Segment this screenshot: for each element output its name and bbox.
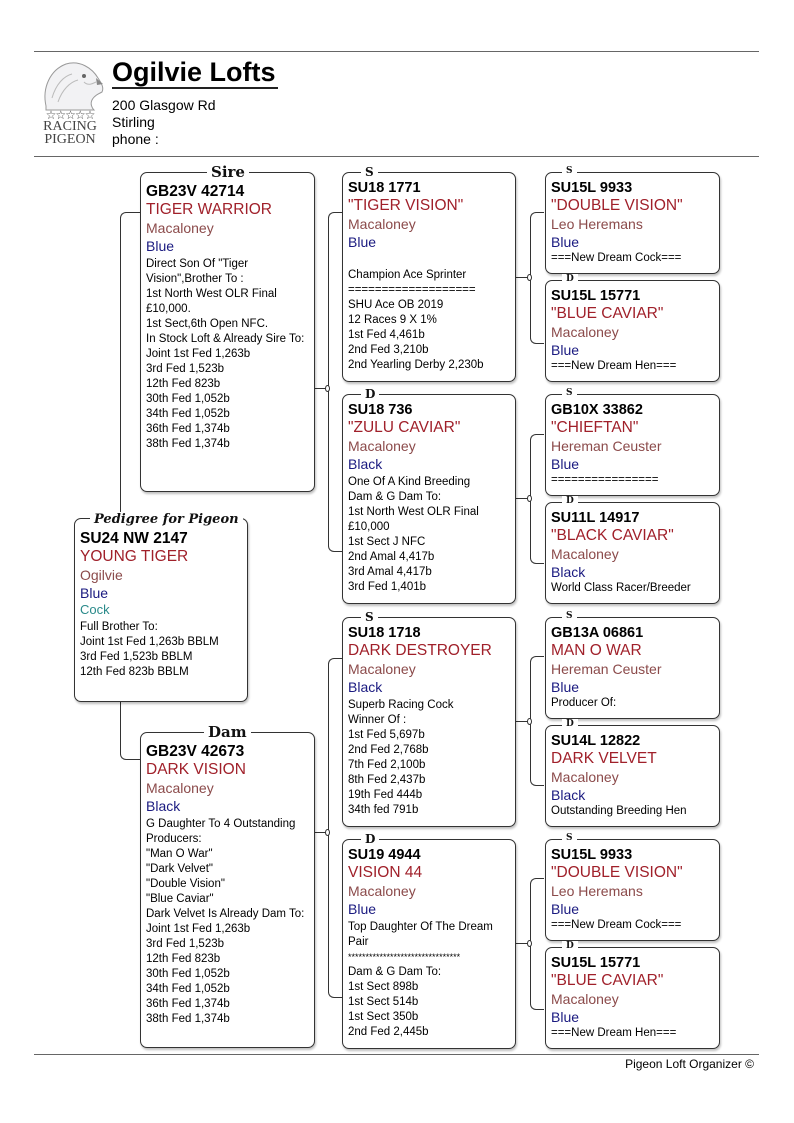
connector-sire <box>328 212 342 552</box>
connector-sd <box>530 434 544 564</box>
pigeon-card-sire-dam[interactable] <box>342 394 516 604</box>
note-line: 2nd Yearling Derby 2,230b <box>348 359 484 371</box>
note-line: Joint 1st Fed 1,263b <box>146 923 251 935</box>
pigeon-color: Blue <box>551 901 580 917</box>
pigeon-owner: Macaloney <box>551 546 619 562</box>
note-line: 1st Sect 350b <box>348 1011 419 1023</box>
phone-label: phone : <box>112 131 159 147</box>
note-line: 36th Fed 1,374b <box>146 423 230 435</box>
note-line: Vision",Brother To : <box>146 273 244 285</box>
ring-number: GB13A 06861 <box>551 625 644 641</box>
note-line: One Of A Kind Breeding <box>348 476 471 488</box>
pigeon-notes <box>551 473 714 488</box>
sds-label: S <box>562 388 577 398</box>
sire-sire-label: S <box>361 164 378 180</box>
note-line: 12th Fed 823b BBLM <box>80 666 189 678</box>
ring-number: SU18 1718 <box>348 625 421 641</box>
pigeon-name: DARK VISION <box>146 761 246 778</box>
pigeon-name: "BLACK CAVIAR" <box>551 527 674 544</box>
sdd-label: D <box>562 496 578 506</box>
note-line: 30th Fed 1,052b <box>146 393 230 405</box>
pigeon-card-ddd[interactable] <box>545 947 720 1049</box>
ring-number: GB10X 33862 <box>551 402 643 418</box>
note-line: Dark Velvet Is Already Dam To: <box>146 908 305 920</box>
pigeon-color: Black <box>348 456 383 472</box>
pigeon-color: Blue <box>551 679 580 695</box>
note-line: 1st Sect,6th Open NFC. <box>146 318 269 330</box>
note-line: 12th Fed 823b <box>146 378 221 390</box>
note-line: Joint 1st Fed 1,263b BBLM <box>80 636 219 648</box>
pigeon-owner: Macaloney <box>551 324 619 340</box>
pigeon-name: "TIGER VISION" <box>348 197 464 214</box>
note-line: "Dark Velvet" <box>146 863 213 875</box>
pigeon-owner: Leo Heremans <box>551 216 643 232</box>
pigeon-name: YOUNG TIGER <box>80 548 189 565</box>
pigeon-card-dam[interactable] <box>140 732 315 1048</box>
pigeon-card-dam-sire[interactable] <box>342 617 516 827</box>
note-line: Outstanding Breeding Hen <box>551 805 687 817</box>
footer-rule <box>34 1054 759 1055</box>
pigeon-card-dam-dam[interactable] <box>342 839 516 1049</box>
pigeon-card-sire[interactable] <box>140 172 315 492</box>
pigeon-owner: Hereman Ceuster <box>551 438 662 454</box>
note-line: Top Daughter Of The Dream <box>348 921 493 933</box>
pigeon-color: Blue <box>551 1009 580 1025</box>
note-line: 1st Fed 4,461b <box>348 329 425 341</box>
pigeon-owner: Macaloney <box>348 216 416 232</box>
pigeon-color: Blue <box>551 234 580 250</box>
note-line: 12 Races 9 X 1% <box>348 314 437 326</box>
note-line: ================ <box>551 474 659 486</box>
dss-label: S <box>562 611 577 621</box>
connector-knot <box>527 274 532 281</box>
pigeon-card-dsd[interactable] <box>545 725 720 827</box>
address-line2: Stirling <box>112 114 155 130</box>
note-line: 38th Fed 1,374b <box>146 438 230 450</box>
note-line: Direct Son Of "Tiger <box>146 258 249 270</box>
note-line: 38th Fed 1,374b <box>146 1013 230 1025</box>
pigeon-card-ssd[interactable] <box>545 280 720 382</box>
connector-knot <box>325 385 330 392</box>
note-line: ===New Dream Cock=== <box>551 919 682 931</box>
note-line: Champion Ace Sprinter <box>348 269 467 281</box>
pigeon-notes <box>348 698 510 818</box>
note-line: SHU Ace OB 2019 <box>348 299 444 311</box>
subject-label: Pedigree for Pigeon <box>90 512 243 528</box>
pigeon-color: Black <box>551 787 586 803</box>
pigeon-notes <box>348 920 510 1040</box>
pigeon-name: MAN O WAR <box>551 642 642 659</box>
pigeon-owner: Macaloney <box>146 780 214 796</box>
note-line: Dam & G Dam To: <box>348 966 442 978</box>
note-line: 1st North West OLR Final <box>146 288 277 300</box>
sss-label: S <box>562 166 577 176</box>
ring-number: SU24 NW 2147 <box>80 530 188 547</box>
note-line: =================== <box>348 284 476 296</box>
note-line: 36th Fed 1,374b <box>146 998 230 1010</box>
note-line: 1st Sect 514b <box>348 996 419 1008</box>
note-line: World Class Racer/Breeder <box>551 582 691 594</box>
header-rule <box>34 156 759 157</box>
note-line: 3rd Fed 1,523b BBLM <box>80 651 193 663</box>
logo-stars: ☆☆☆☆☆ <box>45 108 95 122</box>
connector-knot <box>527 495 532 502</box>
pigeon-card-sdd[interactable] <box>545 502 720 604</box>
pigeon-notes <box>348 475 510 595</box>
pigeon-notes <box>551 1026 714 1041</box>
note-line: 30th Fed 1,052b <box>146 968 230 980</box>
ring-number: SU15L 15771 <box>551 288 641 304</box>
note-line: "Man O War" <box>146 848 213 860</box>
note-line: 34th fed 791b <box>348 804 419 816</box>
pigeon-owner: Hereman Ceuster <box>551 661 662 677</box>
note-line: In Stock Loft & Already Sire To: <box>146 333 305 345</box>
pigeon-notes <box>551 359 714 374</box>
pigeon-notes <box>551 251 714 266</box>
ssd-label: D <box>562 274 578 284</box>
note-line: Winner Of : <box>348 714 407 726</box>
pigeon-notes <box>348 253 510 373</box>
dsd-label: D <box>562 719 578 729</box>
note-line: Dam & G Dam To: <box>348 491 442 503</box>
note-line: 1st Fed 5,697b <box>348 729 425 741</box>
connector-knot <box>325 829 330 836</box>
note-line: 1st Sect 898b <box>348 981 419 993</box>
dds-label: S <box>562 833 577 843</box>
note-line: 1st Sect J NFC <box>348 536 426 548</box>
note-line: Joint 1st Fed 1,263b <box>146 348 251 360</box>
note-line: 2nd Fed 2,445b <box>348 1026 429 1038</box>
note-line: ===New Dream Hen=== <box>551 1027 677 1039</box>
pigeon-color: Black <box>551 564 586 580</box>
pigeon-name: DARK DESTROYER <box>348 642 492 659</box>
note-line: ******************************** <box>348 952 461 962</box>
ring-number: SU18 1771 <box>348 180 421 196</box>
pigeon-color: Blue <box>348 901 377 917</box>
pigeon-notes <box>551 918 714 933</box>
pigeon-color: Black <box>348 679 383 695</box>
note-line: 2nd Fed 2,768b <box>348 744 429 756</box>
pigeon-name: DARK VELVET <box>551 750 657 767</box>
pigeon-name: "BLUE CAVIAR" <box>551 972 664 989</box>
pigeon-notes <box>80 620 242 680</box>
note-line: Full Brother To: <box>80 621 158 633</box>
ring-number: SU11L 14917 <box>551 510 640 526</box>
pigeon-notes <box>551 804 714 819</box>
pigeon-color: Blue <box>551 456 580 472</box>
ring-number: SU15L 9933 <box>551 180 633 196</box>
note-line: 1st North West OLR Final <box>348 506 479 518</box>
note-line: 3rd Fed 1,523b <box>146 938 225 950</box>
note-line: 12th Fed 823b <box>146 953 221 965</box>
ring-number: SU19 4944 <box>348 847 421 863</box>
note-line: Producer Of: <box>551 697 617 709</box>
pigeon-color: Blue <box>80 585 109 601</box>
pigeon-owner: Macaloney <box>551 769 619 785</box>
note-line: 34th Fed 1,052b <box>146 408 230 420</box>
pigeon-owner: Macaloney <box>551 991 619 1007</box>
pigeon-owner: Macaloney <box>348 661 416 677</box>
connector-knot <box>527 940 532 947</box>
pigeon-color: Blue <box>348 234 377 250</box>
pigeon-owner: Macaloney <box>348 438 416 454</box>
ring-number: GB23V 42673 <box>146 743 245 760</box>
note-line: 34th Fed 1,052b <box>146 983 230 995</box>
logo-line2: PIGEON <box>44 132 96 147</box>
pigeon-name: "ZULU CAVIAR" <box>348 419 461 436</box>
pigeon-name: "DOUBLE VISION" <box>551 197 683 214</box>
note-line: ===New Dream Hen=== <box>551 360 677 372</box>
pigeon-card-sss[interactable] <box>545 172 720 274</box>
pigeon-card-subject[interactable] <box>74 518 248 702</box>
pigeon-owner: Macaloney <box>146 220 214 236</box>
pigeon-notes <box>551 581 714 596</box>
connector-dam <box>328 658 342 998</box>
note-line <box>348 253 510 268</box>
top-rule <box>34 51 759 52</box>
pigeon-color: Blue <box>146 238 175 254</box>
note-line: 3rd Amal 4,417b <box>348 566 432 578</box>
pigeon-name: VISION 44 <box>348 864 423 881</box>
pigeon-card-dss[interactable] <box>545 617 720 719</box>
pigeon-card-sire-sire[interactable] <box>342 172 516 382</box>
pigeon-card-dds[interactable] <box>545 839 720 941</box>
pigeon-name: TIGER WARRIOR <box>146 201 273 218</box>
address-line1: 200 Glasgow Rd <box>112 97 216 113</box>
ring-number: SU15L 9933 <box>551 847 633 863</box>
pigeon-owner: Leo Heremans <box>551 883 643 899</box>
note-line: ===New Dream Cock=== <box>551 252 682 264</box>
pigeon-notes <box>551 696 714 711</box>
pigeon-sex: Cock <box>80 602 110 617</box>
note-line: 2nd Fed 3,210b <box>348 344 429 356</box>
footer-credit: Pigeon Loft Organizer © <box>625 1057 754 1071</box>
pigeon-name: "BLUE CAVIAR" <box>551 305 664 322</box>
sire-dam-label: D <box>361 386 379 402</box>
logo-line1: RACING <box>43 119 97 134</box>
note-line: "Blue Caviar" <box>146 893 214 905</box>
note-line: Superb Racing Cock <box>348 699 454 711</box>
pigeon-color: Blue <box>551 342 580 358</box>
ring-number: SU18 736 <box>348 402 413 418</box>
pigeon-notes <box>146 817 309 1027</box>
dam-sire-label: S <box>361 609 378 625</box>
pigeon-name: "DOUBLE VISION" <box>551 864 683 881</box>
note-line: 3rd Fed 1,401b <box>348 581 427 593</box>
pigeon-owner: Ogilvie <box>80 567 123 583</box>
note-line: "Double Vision" <box>146 878 225 890</box>
pigeon-card-sds[interactable] <box>545 394 720 496</box>
ring-number: SU15L 15771 <box>551 955 641 971</box>
note-line: £10,000 <box>348 521 390 533</box>
connector-knot <box>527 718 532 725</box>
dam-label: Dam <box>204 724 251 740</box>
pigeon-color: Black <box>146 798 181 814</box>
dam-dam-label: D <box>361 831 379 847</box>
connector-ss <box>530 212 544 344</box>
ring-number: GB23V 42714 <box>146 183 245 200</box>
note-line: G Daughter To 4 Outstanding <box>146 818 296 830</box>
pigeon-name: "CHIEFTAN" <box>551 419 639 436</box>
ring-number: SU14L 12822 <box>551 733 641 749</box>
note-line: Pair <box>348 936 369 948</box>
note-line: 7th Fed 2,100b <box>348 759 426 771</box>
loft-name: Ogilvie Lofts <box>112 57 276 87</box>
note-line: 3rd Fed 1,523b <box>146 363 225 375</box>
note-line: £10,000. <box>146 303 191 315</box>
connector-ds <box>530 656 544 786</box>
note-line: 19th Fed 444b <box>348 789 423 801</box>
sire-label: Sire <box>207 164 249 180</box>
pigeon-notes <box>146 257 309 452</box>
connector-dd <box>530 878 544 1010</box>
pigeon-owner: Macaloney <box>348 883 416 899</box>
note-line: Producers: <box>146 833 202 845</box>
note-line: 2nd Amal 4,417b <box>348 551 435 563</box>
note-line: 8th Fed 2,437b <box>348 774 426 786</box>
ddd-label: D <box>562 941 578 951</box>
